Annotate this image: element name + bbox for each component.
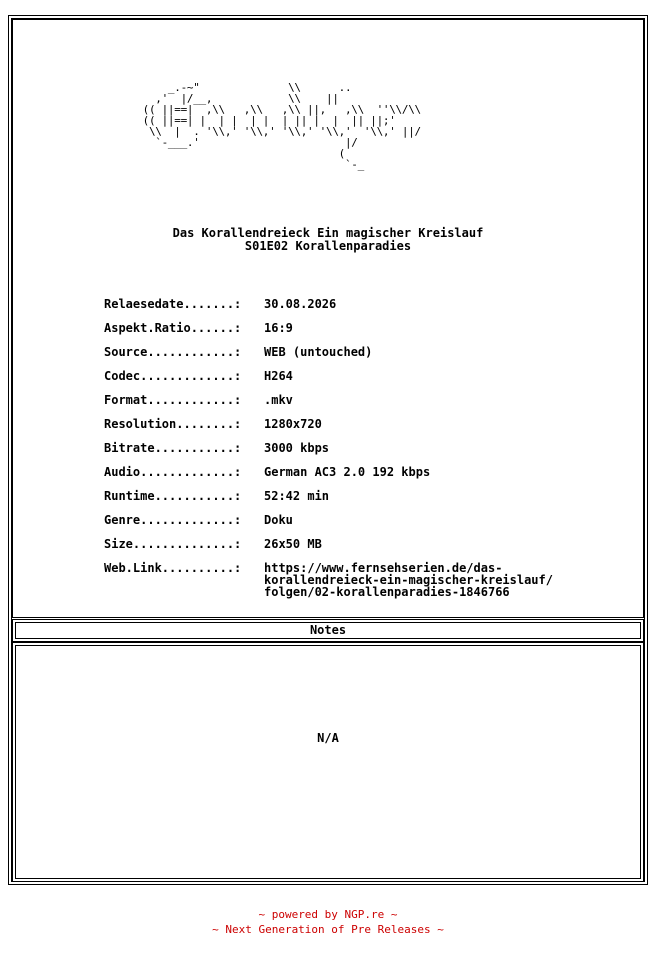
info-value: .mkv bbox=[264, 393, 293, 407]
info-key: Size..............: bbox=[104, 537, 242, 551]
info-key: Format............: bbox=[104, 393, 242, 407]
info-value: 1280x720 bbox=[264, 417, 322, 431]
info-key: Genre.............: bbox=[104, 513, 242, 527]
info-row-audio bbox=[104, 466, 624, 490]
notes-label: Notes bbox=[309, 623, 347, 637]
info-row-releasedate bbox=[104, 298, 624, 322]
info-row-aspect-ratio bbox=[104, 322, 624, 346]
release-title: Das Korallendreieck Ein magischer Kreislauf bbox=[172, 226, 484, 240]
info-value: German AC3 2.0 192 kbps bbox=[264, 465, 431, 479]
info-key: Relaesedate.......: bbox=[104, 297, 242, 311]
goodboy-ascii-logo bbox=[130, 82, 530, 192]
info-row-runtime bbox=[104, 490, 624, 514]
info-key: Resolution........: bbox=[104, 417, 242, 431]
footer-powered-by: ~ powered by NGP.re ~ bbox=[258, 908, 398, 921]
info-row-source bbox=[104, 346, 624, 370]
info-key: Aspekt.Ratio......: bbox=[104, 321, 242, 335]
weblink-value[interactable]: https://www.fernsehserien.de/das- korallendreieck-ein-magischer-kreislauf/ folgen/02-korallenparadies-1846766 bbox=[264, 561, 553, 599]
info-value: H264 bbox=[264, 369, 293, 383]
info-key: Source............: bbox=[104, 345, 242, 359]
info-key: Codec.............: bbox=[104, 369, 242, 383]
release-episode: S01E02 Korallenparadies bbox=[244, 239, 412, 253]
info-row-size bbox=[104, 538, 624, 562]
info-row-codec bbox=[104, 370, 624, 394]
info-row-genre bbox=[104, 514, 624, 538]
info-row-format bbox=[104, 394, 624, 418]
footer-tagline: ~ Next Generation of Pre Releases ~ bbox=[212, 923, 444, 936]
info-key: Audio.............: bbox=[104, 465, 242, 479]
info-key: Web.Link..........: bbox=[104, 561, 242, 575]
info-value: WEB (untouched) bbox=[264, 345, 373, 359]
notes-text: N/A bbox=[317, 731, 339, 745]
info-value: 16:9 bbox=[264, 321, 293, 335]
info-row-weblink bbox=[104, 562, 624, 598]
notes-panel bbox=[12, 642, 644, 882]
logo-ascii-art: _.-~" \\ .. ,' |/__, \\ || (( ||==| ,\\ ,\\ ,\\ ||, ,\\ ''\\/\\ (( ||==| | | | | | | || | | || ||;' \\ | . '\\,' '\\,' '\\,' '\\,' '\\,' ||/ `-___.' |/ ( `-_ bbox=[142, 81, 421, 171]
info-value: Doku bbox=[264, 513, 293, 527]
info-key: Runtime...........: bbox=[104, 489, 242, 503]
info-row-resolution bbox=[104, 418, 624, 442]
info-value: 26x50 MB bbox=[264, 537, 322, 551]
notes-panel-inner bbox=[15, 645, 641, 879]
info-row-bitrate bbox=[104, 442, 624, 466]
release-info-list bbox=[104, 298, 624, 598]
info-key: Bitrate...........: bbox=[104, 441, 242, 455]
info-value: 52:42 min bbox=[264, 489, 330, 503]
info-value: 3000 kbps bbox=[264, 441, 330, 455]
info-value: 30.08.2026 bbox=[264, 297, 337, 311]
